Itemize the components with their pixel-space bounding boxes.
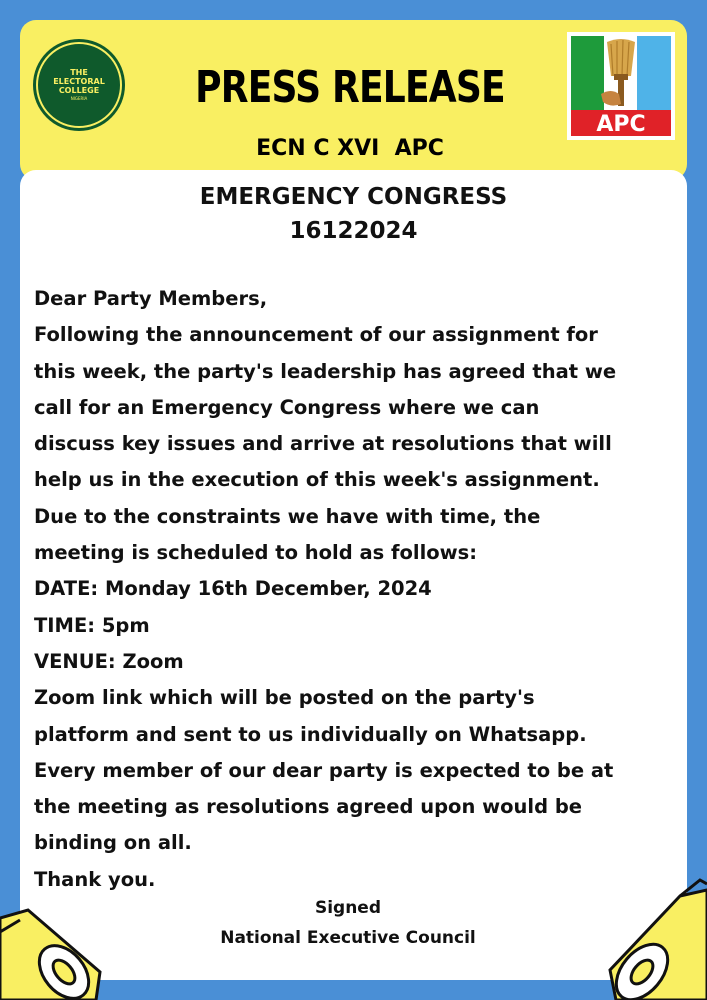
heading-title: EMERGENCY CONGRESS — [199, 184, 508, 210]
signature-block — [160, 893, 536, 953]
body-line: Zoom link which will be posted on the party's — [34, 686, 535, 710]
body-line: Dear Party Members, — [34, 287, 268, 310]
body-date: DATE: Monday 16th December, 2024 — [34, 577, 432, 601]
college-logo-line4: NIGERIA — [70, 96, 88, 101]
megaphone-icon — [0, 880, 130, 1000]
body-line: discuss key issues and arrive at resolutions that will — [34, 432, 612, 456]
page-subtitle: ECN C XVI APC — [256, 136, 444, 161]
body-line: the meeting as resolutions agreed upon would be — [34, 795, 583, 819]
body-line: call for an Emergency Congress where we can — [34, 395, 540, 419]
signed-by: National Executive Council — [220, 928, 476, 948]
signed-label: Signed — [314, 898, 382, 918]
heading-code: 16122024 — [289, 218, 418, 244]
college-logo-line1: THE — [70, 68, 88, 77]
apc-logo-text: APC — [596, 112, 646, 137]
body-line: Every member of our dear party is expected to be at — [34, 758, 614, 782]
body-line: Following the announcement of our assignment for — [34, 323, 598, 347]
body-line: help us in the execution of this week's assignment. — [34, 468, 600, 492]
body-line: platform and sent to us individually on Whatsapp. — [34, 722, 587, 746]
electoral-college-logo — [36, 42, 122, 128]
body-line: meeting is scheduled to hold as follows: — [34, 541, 478, 565]
body-line: Due to the constraints we have with time, the — [34, 504, 541, 528]
release-heading — [20, 180, 687, 248]
college-logo-line2: ELECTORAL — [53, 77, 105, 86]
body-time: TIME: 5pm — [34, 613, 150, 637]
body-closing: Thank you. — [34, 867, 156, 891]
apc-party-logo — [567, 32, 675, 140]
body-line: this week, the party's leadership has agreed that we — [34, 359, 617, 383]
megaphone-icon — [580, 870, 707, 1000]
college-logo-line3: COLLEGE — [58, 86, 100, 95]
release-body — [34, 281, 684, 898]
body-line: binding on all. — [34, 831, 192, 855]
page-title: PRESS RELEASE — [195, 62, 505, 113]
body-venue: VENUE: Zoom — [34, 649, 184, 673]
